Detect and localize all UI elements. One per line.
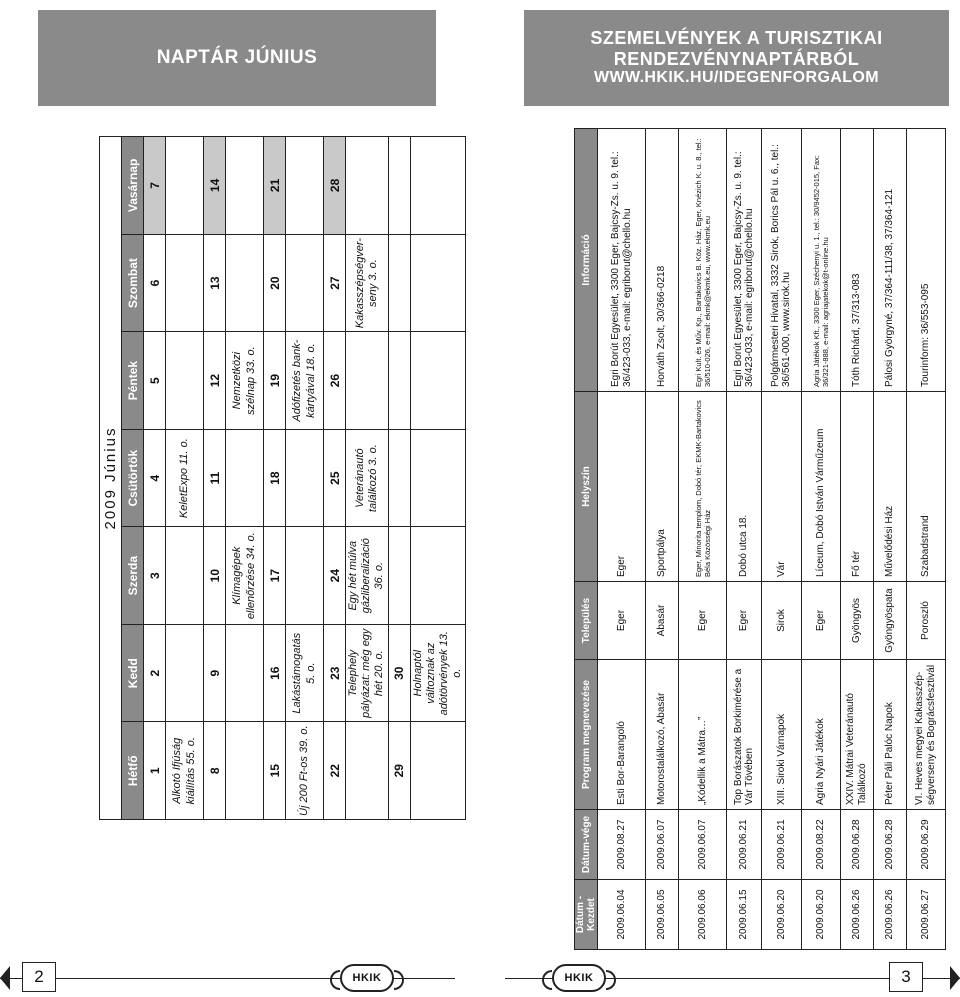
calendar-event	[410, 137, 466, 235]
next-arrow-icon	[950, 966, 960, 990]
day-name: Csütörtök	[122, 429, 144, 527]
event-cell: Szabadstrand	[906, 392, 945, 582]
event-cell: XXIV. Mátrai Veteránautó Találkozó	[840, 660, 873, 810]
event-row	[598, 129, 646, 950]
calendar-event	[410, 332, 466, 430]
column-header: Program megnevezése	[575, 660, 598, 810]
right-page-number: 3	[889, 962, 923, 992]
event-cell: Eger	[727, 582, 762, 660]
calendar-event	[286, 234, 324, 332]
calendar-event: Veteránautó találkozó 3. o.	[346, 429, 389, 527]
right-title-line2: RENDEZVÉNYNAPTÁRBÓL	[613, 48, 860, 69]
event-cell: Agria Játékok Kft., 3300 Eger, Széchenyi u. 1., tel.: 30/9452-015, Fax: 36/321-888, e-mail: agriajatekok@t-online.hu	[801, 129, 840, 392]
event-row	[801, 129, 840, 950]
calendar-event: Alkotó Ifjúság kiállítás 55. o.	[166, 722, 204, 820]
event-row	[678, 129, 726, 950]
calendar-day-number: 19	[264, 332, 286, 430]
event-cell: 2009.06.29	[906, 810, 945, 880]
calendar-event	[286, 527, 324, 625]
calendar-day-number: 6	[144, 234, 166, 332]
event-row	[727, 129, 762, 950]
calendar-day-number: 17	[264, 527, 286, 625]
calendar-day-number	[388, 527, 410, 625]
calendar-week-events	[346, 137, 389, 820]
calendar-week-numbers	[144, 137, 166, 820]
event-cell: XIII. Siroki Várnapok	[762, 660, 801, 810]
calendar-day-number: 22	[324, 722, 346, 820]
event-cell: Tourinform: 36/553-095	[906, 129, 945, 392]
calendar-week-events	[166, 137, 204, 820]
event-row	[762, 129, 801, 950]
calendar-event	[166, 137, 204, 235]
calendar-event	[226, 137, 264, 235]
event-cell: Top Borászatok Borkimérése a Vár Tövében	[727, 660, 762, 810]
event-cell: 2009.06.27	[906, 880, 945, 950]
calendar-event	[226, 722, 264, 820]
event-cell: 2009.06.15	[727, 880, 762, 950]
event-cell: Sportpálya	[646, 392, 679, 582]
event-cell: Eger	[598, 582, 646, 660]
day-name: Péntek	[122, 332, 144, 430]
calendar-week-events	[286, 137, 324, 820]
calendar-day-number: 11	[204, 429, 226, 527]
event-cell: 2009.08.27	[598, 810, 646, 880]
day-name: Szerda	[122, 527, 144, 625]
event-cell: 2009.08.22	[801, 810, 840, 880]
event-cell: 2009.06.07	[678, 810, 726, 880]
event-cell: „Kódellik a Mátra…”	[678, 660, 726, 810]
event-cell: 2009.06.20	[762, 880, 801, 950]
event-cell: Esti Bor-Barangoló	[598, 660, 646, 810]
event-cell: Sirok	[762, 582, 801, 660]
calendar-event	[286, 137, 324, 235]
calendar-event: Lakástámogatás 5. o.	[286, 624, 324, 722]
calendar-day-number: 7	[144, 137, 166, 235]
calendar-day-number: 14	[204, 137, 226, 235]
calendar-day-number: 15	[264, 722, 286, 820]
event-cell: Horváth Zsolt, 30/366-0218	[646, 129, 679, 392]
calendar-event: Holnaptól változnak az adótörvények 13. o.	[410, 624, 466, 722]
calendar-event: Egy hét múlva gázliberalizáció 36. o.	[346, 527, 389, 625]
event-row	[873, 129, 906, 950]
column-header: Település	[575, 582, 598, 660]
calendar-event	[166, 527, 204, 625]
event-cell: Vár	[762, 392, 801, 582]
calendar-day-number: 16	[264, 624, 286, 722]
calendar-day-number: 20	[264, 234, 286, 332]
calendar-day-number	[388, 332, 410, 430]
calendar-day-number	[388, 137, 410, 235]
calendar-day-number	[388, 429, 410, 527]
event-cell: 2009.06.06	[678, 880, 726, 950]
day-name: Hétfő	[122, 722, 144, 820]
event-cell: Eger	[801, 582, 840, 660]
calendar-event	[166, 332, 204, 430]
right-title-line1: SZEMELVÉNYEK A TURISZTIKAI	[590, 28, 883, 49]
hkik-logo-right: HKIK	[552, 964, 606, 992]
column-header: Információ	[575, 129, 598, 392]
event-cell: Poroszló	[906, 582, 945, 660]
column-header: Dátum-vége	[575, 810, 598, 880]
left-page-title: NAPTÁR JÚNIUS	[156, 47, 318, 68]
event-cell: Egri Borút Egyesület, 3300 Eger, Bajcsy-Zs. u. 9. tel.: 36/423-033, e-mail: egriborut@chello.hu	[598, 129, 646, 392]
right-title-url: WWW.HKIK.HU/IDEGENFORGALOM	[593, 69, 880, 87]
events-header-row	[575, 129, 598, 950]
calendar-event	[286, 429, 324, 527]
calendar-event	[166, 624, 204, 722]
event-cell: 2009.06.21	[727, 810, 762, 880]
calendar-event	[346, 332, 389, 430]
calendar-event: Adófizetés bank-kártyával 18. o.	[286, 332, 324, 430]
event-cell: Fő tér	[840, 392, 873, 582]
event-cell: 2009.06.21	[762, 810, 801, 880]
calendar-day-number: 21	[264, 137, 286, 235]
calendar-day-number: 23	[324, 624, 346, 722]
right-page-header	[524, 10, 949, 106]
calendar-day-header	[122, 137, 144, 820]
event-row	[840, 129, 873, 950]
june-calendar	[99, 136, 464, 820]
event-cell: Gyöngyös	[840, 582, 873, 660]
calendar-day-number: 27	[324, 234, 346, 332]
event-cell: 2009.06.20	[801, 880, 840, 950]
calendar-day-number: 3	[144, 527, 166, 625]
event-cell: 2009.06.26	[873, 880, 906, 950]
calendar-event: Új 200 Ft-os 39. o.	[286, 722, 324, 820]
day-name: Kedd	[122, 624, 144, 722]
left-page-header	[38, 10, 436, 106]
calendar-day-number: 13	[204, 234, 226, 332]
calendar-event: Nemzetközi szélnap 33. o.	[226, 332, 264, 430]
left-page-number: 2	[22, 962, 56, 992]
event-cell: Gyöngyöspata	[873, 582, 906, 660]
column-header: Helyszín	[575, 392, 598, 582]
calendar-week-numbers	[388, 137, 410, 820]
event-cell: Líceum, Dobó István Várműzeum	[801, 392, 840, 582]
column-header: Dátum - Kezdet	[575, 880, 598, 950]
event-cell: 2009.06.07	[646, 810, 679, 880]
calendar-day-number: 8	[204, 722, 226, 820]
calendar-day-number: 28	[324, 137, 346, 235]
calendar-day-number: 30	[388, 624, 410, 722]
calendar-title: 2009 Június	[100, 137, 122, 820]
event-cell: Eger	[598, 392, 646, 582]
calendar-event	[226, 234, 264, 332]
calendar-event	[226, 624, 264, 722]
day-name: Vasárnap	[122, 137, 144, 235]
event-cell: Tóth Richárd, 37/313-083	[840, 129, 873, 392]
calendar-day-number: 9	[204, 624, 226, 722]
calendar-day-number: 12	[204, 332, 226, 430]
calendar-event	[346, 722, 389, 820]
event-cell: Péter Páli Palóc Napok	[873, 660, 906, 810]
calendar-event: KeletExpo 11. o.	[166, 429, 204, 527]
event-cell: Pálosi Györgyné, 37/364-111/38, 37/364-121	[873, 129, 906, 392]
event-cell: Egri Kult. és Műv. Kp., Bartakovics B. Köz. Ház, Eger, Knézich K. u. 8., tel.: 36/510-026, e-mail: ekmk@ekmk.eu, www.ekmk.eu	[678, 129, 726, 392]
calendar-week-numbers	[324, 137, 346, 820]
event-cell: Eger, Minorita templom, Dobó tér; EKMK-Bartakovics Béla Közösségi Ház	[678, 392, 726, 582]
calendar-day-number: 18	[264, 429, 286, 527]
event-cell: 2009.06.26	[840, 880, 873, 950]
calendar-event	[226, 429, 264, 527]
calendar-day-number: 29	[388, 722, 410, 820]
calendar-day-number: 5	[144, 332, 166, 430]
calendar-event: Telephely pályázat: még egy hét 20. o.	[346, 624, 389, 722]
calendar-day-number: 10	[204, 527, 226, 625]
event-cell: 2009.06.28	[873, 810, 906, 880]
event-cell: Eger	[678, 582, 726, 660]
calendar-day-number: 4	[144, 429, 166, 527]
calendar-day-number: 1	[144, 722, 166, 820]
calendar-event	[410, 527, 466, 625]
calendar-week-numbers	[204, 137, 226, 820]
event-cell: 2009.06.28	[840, 810, 873, 880]
calendar-day-number: 26	[324, 332, 346, 430]
calendar-event: Kakasszépségver-seny 3. o.	[346, 234, 389, 332]
calendar-event: Klímagépek ellenőrzése 34. o.	[226, 527, 264, 625]
event-cell: Dobó utca 18.	[727, 392, 762, 582]
events-table	[574, 128, 946, 950]
calendar-day-number	[388, 234, 410, 332]
event-row	[906, 129, 945, 950]
calendar-day-number: 25	[324, 429, 346, 527]
event-cell: 2009.06.05	[646, 880, 679, 950]
event-row	[646, 129, 679, 950]
calendar-event	[410, 722, 466, 820]
calendar-week-events	[226, 137, 264, 820]
hkik-logo-left: HKIK	[340, 964, 394, 992]
event-cell: Polgármesteri Hivatal, 3332 Sirok, Borics Pál u. 6., tel.: 36/561-000, www.sirok.hu	[762, 129, 801, 392]
day-name: Szombat	[122, 234, 144, 332]
calendar-event	[346, 137, 389, 235]
calendar-week-numbers	[264, 137, 286, 820]
calendar-event	[166, 234, 204, 332]
prev-arrow-icon	[0, 966, 10, 990]
event-cell: 2009.06.04	[598, 880, 646, 950]
event-cell: Egri Borút Egyesület, 3300 Eger, Bajcsy-Zs. u. 9. tel.: 36/423-033, e-mail: egriborut@chello.hu	[727, 129, 762, 392]
event-cell: Agria Nyári Játékok	[801, 660, 840, 810]
calendar-day-number: 2	[144, 624, 166, 722]
event-cell: Motorostalálkozó, Abasár	[646, 660, 679, 810]
event-cell: Abasár	[646, 582, 679, 660]
calendar-day-number: 24	[324, 527, 346, 625]
event-cell: Művelődési Ház	[873, 392, 906, 582]
event-cell: VI. Heves megyei Kakasszép-ségverseny és Bográcsfesztivál	[906, 660, 945, 810]
calendar-event	[410, 429, 466, 527]
calendar-event	[410, 234, 466, 332]
calendar-week-events	[410, 137, 466, 820]
